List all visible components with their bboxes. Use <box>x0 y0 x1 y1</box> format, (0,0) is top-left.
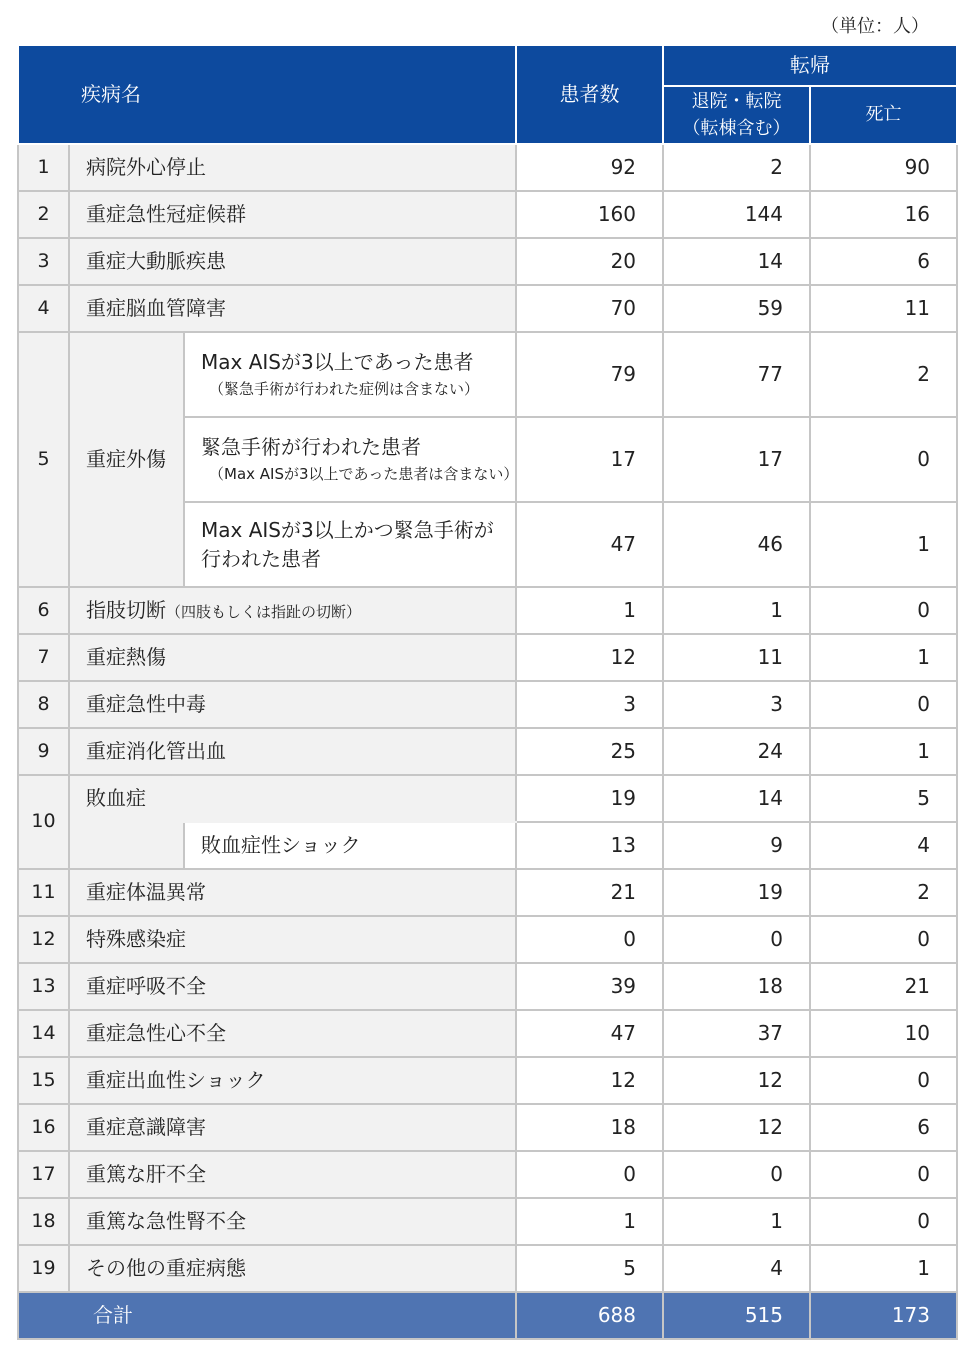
amputation-label: 指肢切断 <box>86 598 166 622</box>
row-number: 19 <box>18 1245 69 1292</box>
header-discharge-note: （転棟含む） <box>682 118 791 139</box>
disease-name: 敗血症 <box>69 775 516 822</box>
table-row <box>18 728 957 775</box>
discharge-count: 12 <box>663 1057 810 1104</box>
death-count: 10 <box>810 1010 957 1057</box>
discharge-count: 59 <box>663 285 810 332</box>
disease-name: 重症呼吸不全 <box>69 963 516 1010</box>
row-number: 6 <box>18 587 69 634</box>
discharge-count: 14 <box>663 238 810 285</box>
discharge-count: 11 <box>663 634 810 681</box>
death-count: 5 <box>810 775 957 822</box>
table-row <box>18 238 957 285</box>
patient-count: 3 <box>516 681 663 728</box>
header-outcome: 転帰 <box>663 45 957 86</box>
discharge-count: 0 <box>663 1151 810 1198</box>
table-row <box>18 1057 957 1104</box>
table-row <box>18 1245 957 1292</box>
table-row <box>18 681 957 728</box>
death-count: 4 <box>810 822 957 869</box>
row-number: 12 <box>18 916 69 963</box>
trauma-sub-label: Max AISが3以上であった患者 <box>201 350 474 374</box>
sepsis-indent <box>69 822 184 869</box>
patient-count: 92 <box>516 144 663 191</box>
row-number: 4 <box>18 285 69 332</box>
table-row <box>18 1104 957 1151</box>
patient-count: 1 <box>516 1198 663 1245</box>
discharge-count: 4 <box>663 1245 810 1292</box>
disease-name: 重篤な急性腎不全 <box>69 1198 516 1245</box>
unit-label: （単位：人） <box>821 16 929 37</box>
total-label: 合計 <box>18 1292 516 1339</box>
amputation-note: （四肢もしくは指趾の切断） <box>166 603 362 621</box>
row-number: 9 <box>18 728 69 775</box>
discharge-count: 24 <box>663 728 810 775</box>
patient-count: 12 <box>516 1057 663 1104</box>
table-row <box>18 916 957 963</box>
row-number: 16 <box>18 1104 69 1151</box>
row-number: 14 <box>18 1010 69 1057</box>
table-row <box>18 634 957 681</box>
disease-outcome-table <box>17 44 958 1340</box>
death-count: 21 <box>810 963 957 1010</box>
patient-count: 20 <box>516 238 663 285</box>
death-count: 11 <box>810 285 957 332</box>
death-count: 1 <box>810 1245 957 1292</box>
disease-name: 重症急性心不全 <box>69 1010 516 1057</box>
discharge-count: 144 <box>663 191 810 238</box>
discharge-count: 1 <box>663 1198 810 1245</box>
discharge-count: 9 <box>663 822 810 869</box>
row-number: 1 <box>18 144 69 191</box>
table-row <box>18 1010 957 1057</box>
death-count: 6 <box>810 1104 957 1151</box>
patient-count: 70 <box>516 285 663 332</box>
table-row <box>18 191 957 238</box>
discharge-count: 77 <box>663 332 810 417</box>
disease-name: 重症脳血管障害 <box>69 285 516 332</box>
discharge-count: 3 <box>663 681 810 728</box>
patient-count: 17 <box>516 417 663 502</box>
row-number: 10 <box>18 775 69 869</box>
row-number: 3 <box>18 238 69 285</box>
disease-name: 重症急性中毒 <box>69 681 516 728</box>
death-count: 1 <box>810 728 957 775</box>
disease-name: 重症体温異常 <box>69 869 516 916</box>
patient-count: 47 <box>516 502 663 587</box>
disease-name: 重症消化管出血 <box>69 728 516 775</box>
death-count: 6 <box>810 238 957 285</box>
death-count: 0 <box>810 681 957 728</box>
disease-name: 重症意識障害 <box>69 1104 516 1151</box>
header-discharge <box>663 86 810 144</box>
trauma-sub-name <box>184 417 519 502</box>
row-number: 17 <box>18 1151 69 1198</box>
header-disease-name: 疾病名 <box>18 45 516 144</box>
disease-name: 重症熱傷 <box>69 634 516 681</box>
death-count: 2 <box>810 332 957 417</box>
row-number: 8 <box>18 681 69 728</box>
death-count: 90 <box>810 144 957 191</box>
disease-name: 特殊感染症 <box>69 916 516 963</box>
table-row <box>18 332 957 417</box>
patient-count: 79 <box>516 332 663 417</box>
patient-count: 19 <box>516 775 663 822</box>
discharge-count: 19 <box>663 869 810 916</box>
disease-name: 病院外心停止 <box>69 144 516 191</box>
death-count: 1 <box>810 634 957 681</box>
patient-count: 160 <box>516 191 663 238</box>
death-count: 0 <box>810 1057 957 1104</box>
trauma-sub-label: Max AISが3以上かつ緊急手術が <box>201 517 494 542</box>
disease-name: 重症出血性ショック <box>69 1057 516 1104</box>
trauma-sub-name <box>184 332 516 417</box>
disease-name <box>69 587 516 634</box>
death-count: 16 <box>810 191 957 238</box>
trauma-sub-name <box>184 502 516 587</box>
death-count: 2 <box>810 869 957 916</box>
row-number: 5 <box>18 332 69 587</box>
patient-count: 5 <box>516 1245 663 1292</box>
discharge-count: 17 <box>663 417 810 502</box>
discharge-count: 18 <box>663 963 810 1010</box>
sepsis-sub-name: 敗血症性ショック <box>184 822 516 869</box>
header-death: 死亡 <box>810 86 957 144</box>
death-count: 1 <box>810 502 957 587</box>
patient-count: 47 <box>516 1010 663 1057</box>
row-number: 2 <box>18 191 69 238</box>
patient-count: 18 <box>516 1104 663 1151</box>
death-count: 0 <box>810 1151 957 1198</box>
discharge-count: 2 <box>663 144 810 191</box>
death-count: 0 <box>810 417 957 502</box>
total-row <box>18 1292 957 1339</box>
table-row <box>18 869 957 916</box>
table-row <box>18 775 957 822</box>
trauma-sub-note: （緊急手術が行われた症例は含まない） <box>209 380 480 398</box>
table-row <box>18 285 957 332</box>
total-patient-count: 688 <box>516 1292 663 1339</box>
table-row <box>18 963 957 1010</box>
disease-name: 重症大動脈疾患 <box>69 238 516 285</box>
row-number: 15 <box>18 1057 69 1104</box>
patient-count: 21 <box>516 869 663 916</box>
disease-name: 重症外傷 <box>69 332 184 587</box>
disease-name: 重症急性冠症候群 <box>69 191 516 238</box>
discharge-count: 1 <box>663 587 810 634</box>
trauma-sub-label: 緊急手術が行われた患者 <box>201 435 421 459</box>
patient-count: 39 <box>516 963 663 1010</box>
table-row <box>18 587 957 634</box>
disease-name: 重篤な肝不全 <box>69 1151 516 1198</box>
header-discharge-label: 退院・転院 <box>691 91 782 112</box>
row-number: 13 <box>18 963 69 1010</box>
trauma-sub-note: （Max AISが3以上であった患者は含まない） <box>209 465 519 483</box>
table-row <box>18 1198 957 1245</box>
header-row <box>18 45 957 86</box>
patient-count: 12 <box>516 634 663 681</box>
discharge-count: 0 <box>663 916 810 963</box>
discharge-count: 46 <box>663 502 810 587</box>
patient-count: 25 <box>516 728 663 775</box>
row-number: 18 <box>18 1198 69 1245</box>
discharge-count: 37 <box>663 1010 810 1057</box>
total-death-count: 173 <box>810 1292 957 1339</box>
patient-count: 0 <box>516 916 663 963</box>
table-row <box>18 822 957 869</box>
row-number: 11 <box>18 869 69 916</box>
death-count: 0 <box>810 587 957 634</box>
row-number: 7 <box>18 634 69 681</box>
death-count: 0 <box>810 916 957 963</box>
discharge-count: 12 <box>663 1104 810 1151</box>
disease-name: その他の重症病態 <box>69 1245 516 1292</box>
table-row <box>18 1151 957 1198</box>
patient-count: 0 <box>516 1151 663 1198</box>
patient-count: 13 <box>516 822 663 869</box>
table-row <box>18 144 957 191</box>
death-count: 0 <box>810 1198 957 1245</box>
total-discharge-count: 515 <box>663 1292 810 1339</box>
discharge-count: 14 <box>663 775 810 822</box>
patient-count: 1 <box>516 587 663 634</box>
trauma-sub-label-2: 行われた患者 <box>201 546 321 571</box>
header-patient-count: 患者数 <box>516 45 663 144</box>
